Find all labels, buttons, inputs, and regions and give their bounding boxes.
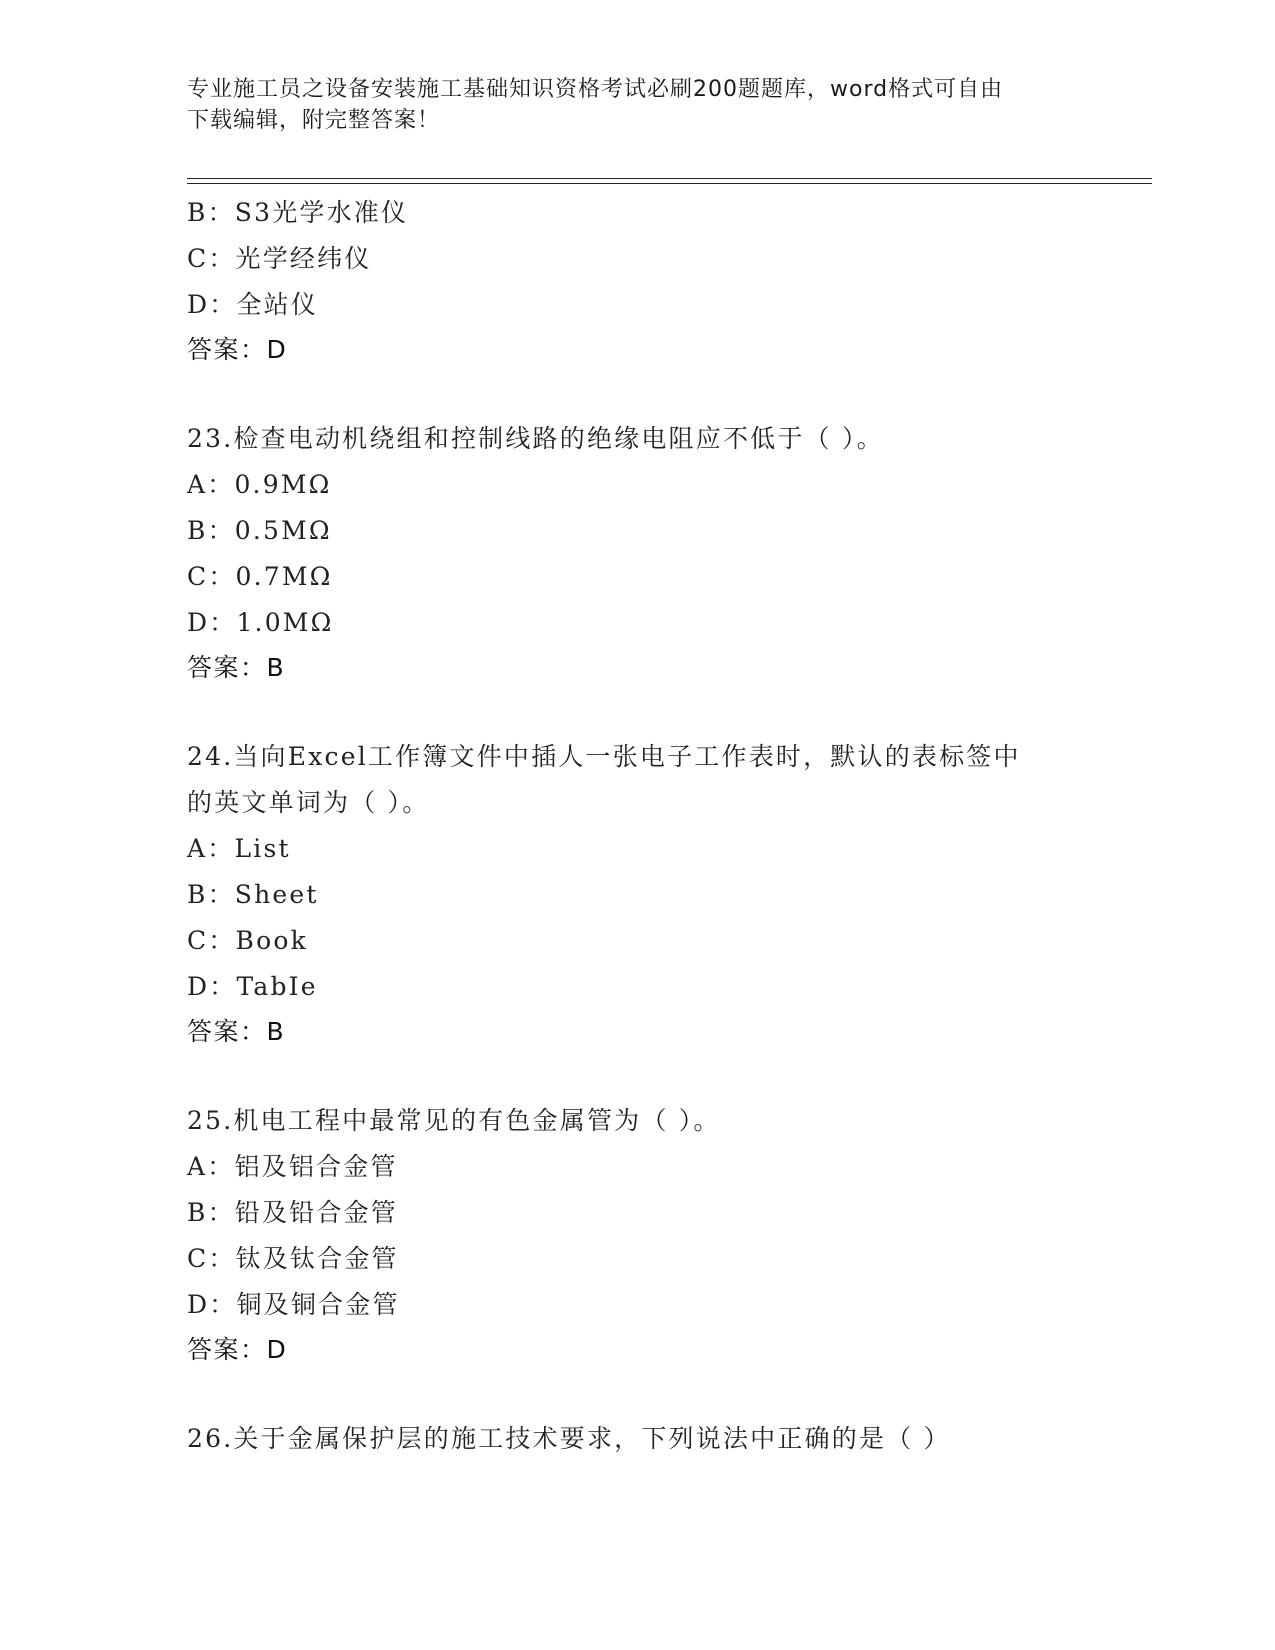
question-25-option-c: C：钛及钛合金管 [187, 1244, 399, 1273]
question-24-text-line-1: 24.当向Excel工作簿文件中插人一张电子工作表时，默认的表标签中 [187, 742, 1021, 771]
question-25-option-a: A：铝及铝合金管 [187, 1152, 398, 1181]
question-26-block [187, 1416, 1067, 1462]
question-22-option-b: B：S3光学水准仪 [187, 198, 409, 227]
question-24-answer: 答案：B [187, 1017, 286, 1046]
question-22-answer: 答案：D [187, 335, 288, 364]
question-24-text-line-2: 的英文单词为（ ）。 [187, 788, 430, 817]
question-23-answer: 答案：B [187, 653, 286, 682]
spacer [187, 690, 1067, 734]
question-25-answer: 答案：D [187, 1335, 288, 1364]
question-24-option-b: B：Sheet [187, 880, 319, 909]
question-25-text: 25.机电工程中最常见的有色金属管为（ ）。 [187, 1106, 721, 1135]
header-divider-top [187, 178, 1152, 179]
header-title-line-1: 专业施工员之设备安装施工基础知识资格考试必刷200题题库，word格式可自由 [187, 77, 1004, 102]
header-divider-bottom [187, 183, 1152, 184]
question-22-option-d: D：全站仪 [187, 290, 319, 319]
question-23-option-c: C：0.7MΩ [187, 562, 333, 591]
question-24-option-c: C：Book [187, 926, 308, 955]
question-23-block [187, 416, 1067, 690]
question-22-option-c: C：光学经纬仪 [187, 244, 372, 273]
question-23-text: 23.检查电动机绕组和控制线路的绝缘电阻应不低于（ ）。 [187, 424, 884, 453]
question-list [187, 190, 1067, 1462]
document-header [187, 74, 1067, 136]
question-25-option-d: D：铜及铜合金管 [187, 1290, 400, 1319]
question-23-option-a: A：0.9MΩ [187, 470, 332, 499]
spacer [187, 372, 1067, 416]
question-25-block [187, 1098, 1067, 1372]
spacer [187, 1054, 1067, 1098]
question-24-option-d: D：TabIe [187, 972, 318, 1001]
question-25-option-b: B：铅及铅合金管 [187, 1198, 398, 1227]
question-24-block [187, 734, 1067, 1054]
spacer [187, 1372, 1067, 1416]
question-22-block [187, 190, 1067, 372]
header-title-line-2: 下载编辑，附完整答案！ [187, 108, 441, 133]
question-23-option-b: B：0.5MΩ [187, 516, 332, 545]
question-26-text: 26.关于金属保护层的施工技术要求，下列说法中正确的是（ ） [187, 1424, 951, 1453]
question-24-option-a: A：List [187, 834, 291, 863]
question-23-option-d: D：1.0MΩ [187, 608, 334, 637]
